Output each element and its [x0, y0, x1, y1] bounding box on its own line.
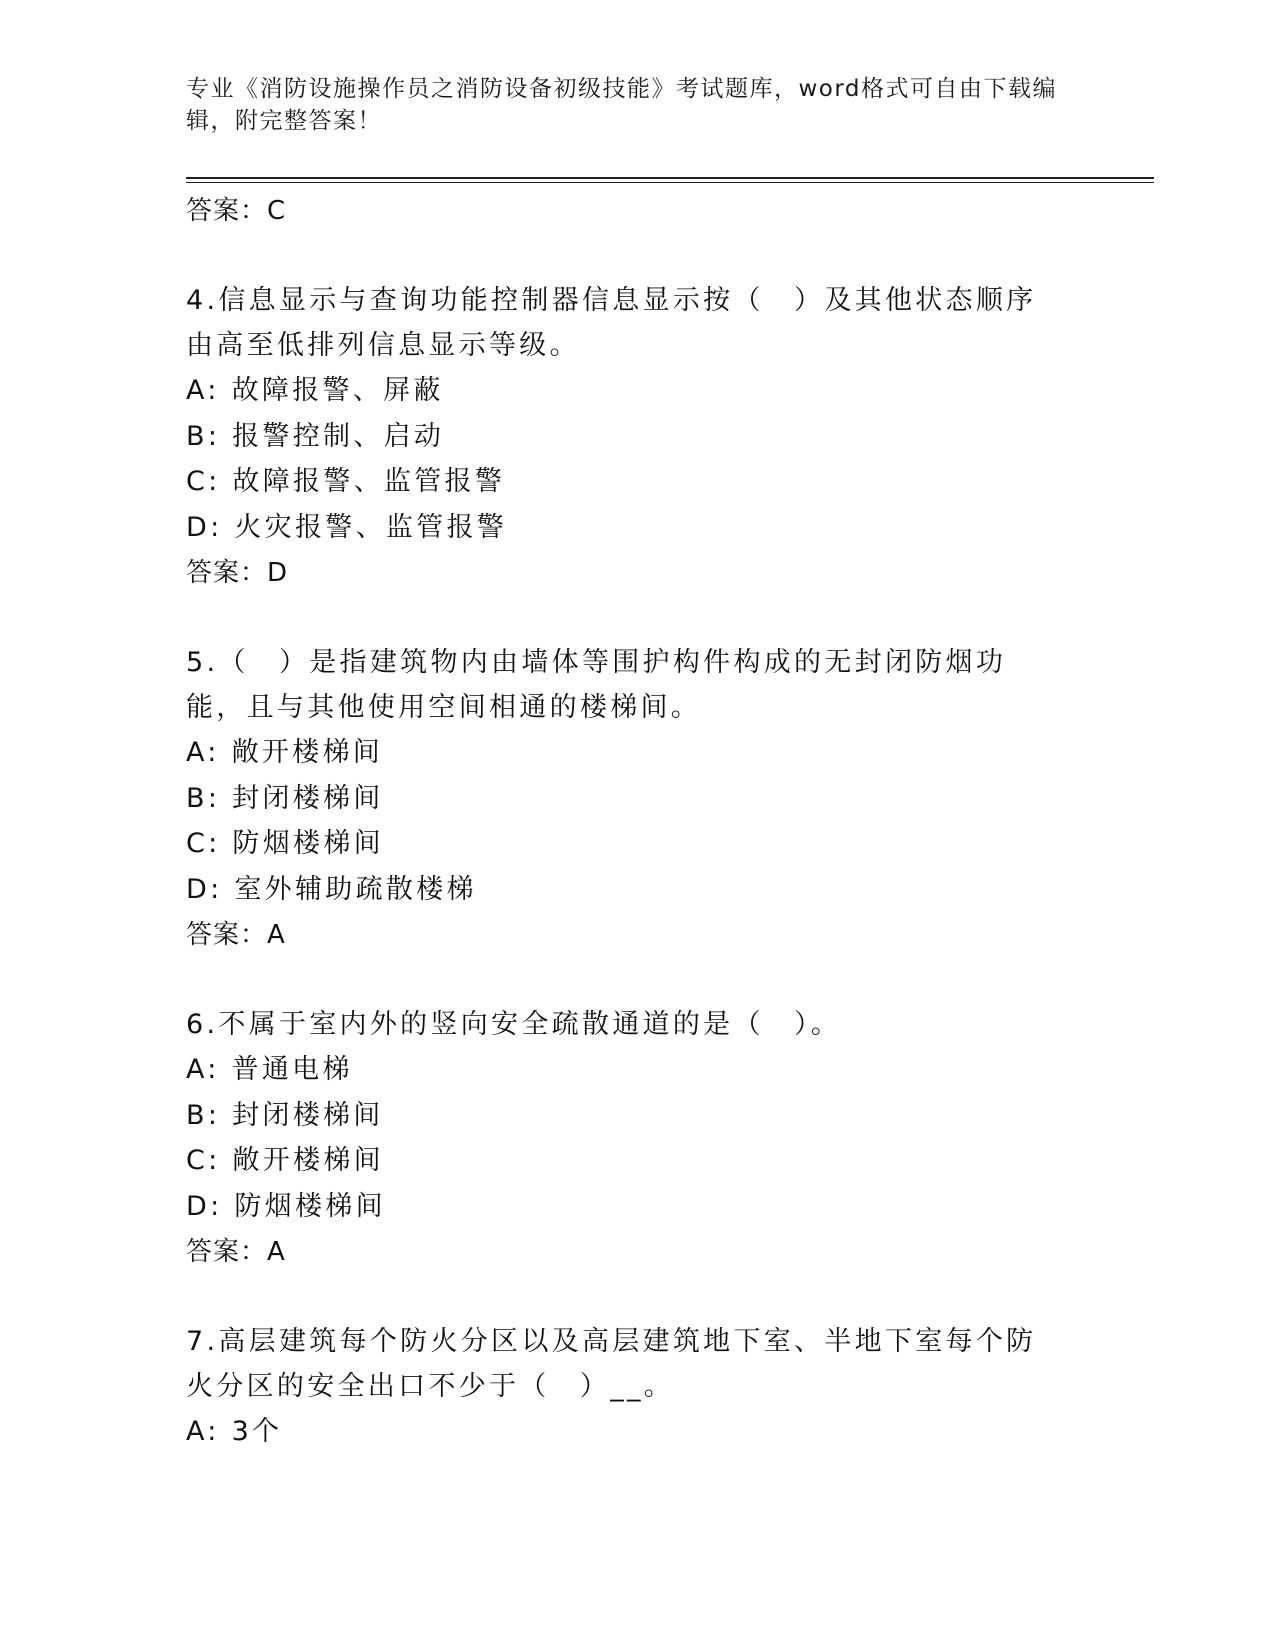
answer-option: D: 室外辅助疏散楼梯: [186, 873, 477, 905]
block-spacer: [186, 234, 1086, 278]
answer-option: C: 故障报警、监管报警: [186, 466, 506, 497]
block-spacer: [186, 1275, 1086, 1319]
answer-option: A: 3个: [186, 1416, 283, 1447]
question-block: [186, 640, 1086, 912]
question-stem: 4.信息显示与查询功能控制器信息显示按（ ）及其他状态顺序由高至低排列信息显示等级。: [186, 285, 1037, 361]
answer-option: A: 普通电梯: [186, 1054, 353, 1085]
question-stem: 6.不属于室内外的竖向安全疏散通道的是（ ）。: [186, 1009, 842, 1040]
answer-option: A: 敞开楼梯间: [186, 737, 384, 768]
question-list: [186, 188, 1086, 1455]
header-divider: [186, 177, 1154, 179]
answer-line: 答案：D: [186, 558, 289, 588]
question-block: [186, 1002, 1086, 1229]
question-block: [186, 1319, 1086, 1455]
answer-option: C: 防烟楼梯间: [186, 828, 384, 859]
answer-option: B: 报警控制、启动: [186, 420, 445, 452]
answer-option: D: 防烟楼梯间: [186, 1190, 386, 1222]
answer-option: A: 故障报警、屏蔽: [186, 375, 444, 406]
question-block: [186, 278, 1086, 550]
block-spacer: [186, 958, 1086, 1002]
header-divider-thin: [186, 182, 1154, 183]
answer-option: B: 封闭楼梯间: [186, 782, 384, 814]
answer-option: B: 封闭楼梯间: [186, 1099, 384, 1131]
answer-line: 答案：C: [186, 196, 287, 226]
question-stem: 5.（ ）是指建筑物内由墙体等围护构件构成的无封闭防烟功能，且与其他使用空间相通的楼梯间。: [186, 647, 1007, 723]
document-header: 专业《消防设施操作员之消防设备初级技能》考试题库，word格式可自由下载编辑，附完整答案！: [186, 76, 1058, 134]
answer-option: D: 火灾报警、监管报警: [186, 511, 508, 543]
answer-line: 答案：A: [186, 920, 286, 950]
question-stem: 7.高层建筑每个防火分区以及高层建筑地下室、半地下室每个防火分区的安全出口不少于（ ）__。: [186, 1326, 1037, 1402]
answer-line: 答案：A: [186, 1237, 286, 1267]
answer-option: C: 敞开楼梯间: [186, 1145, 384, 1176]
block-spacer: [186, 596, 1086, 640]
